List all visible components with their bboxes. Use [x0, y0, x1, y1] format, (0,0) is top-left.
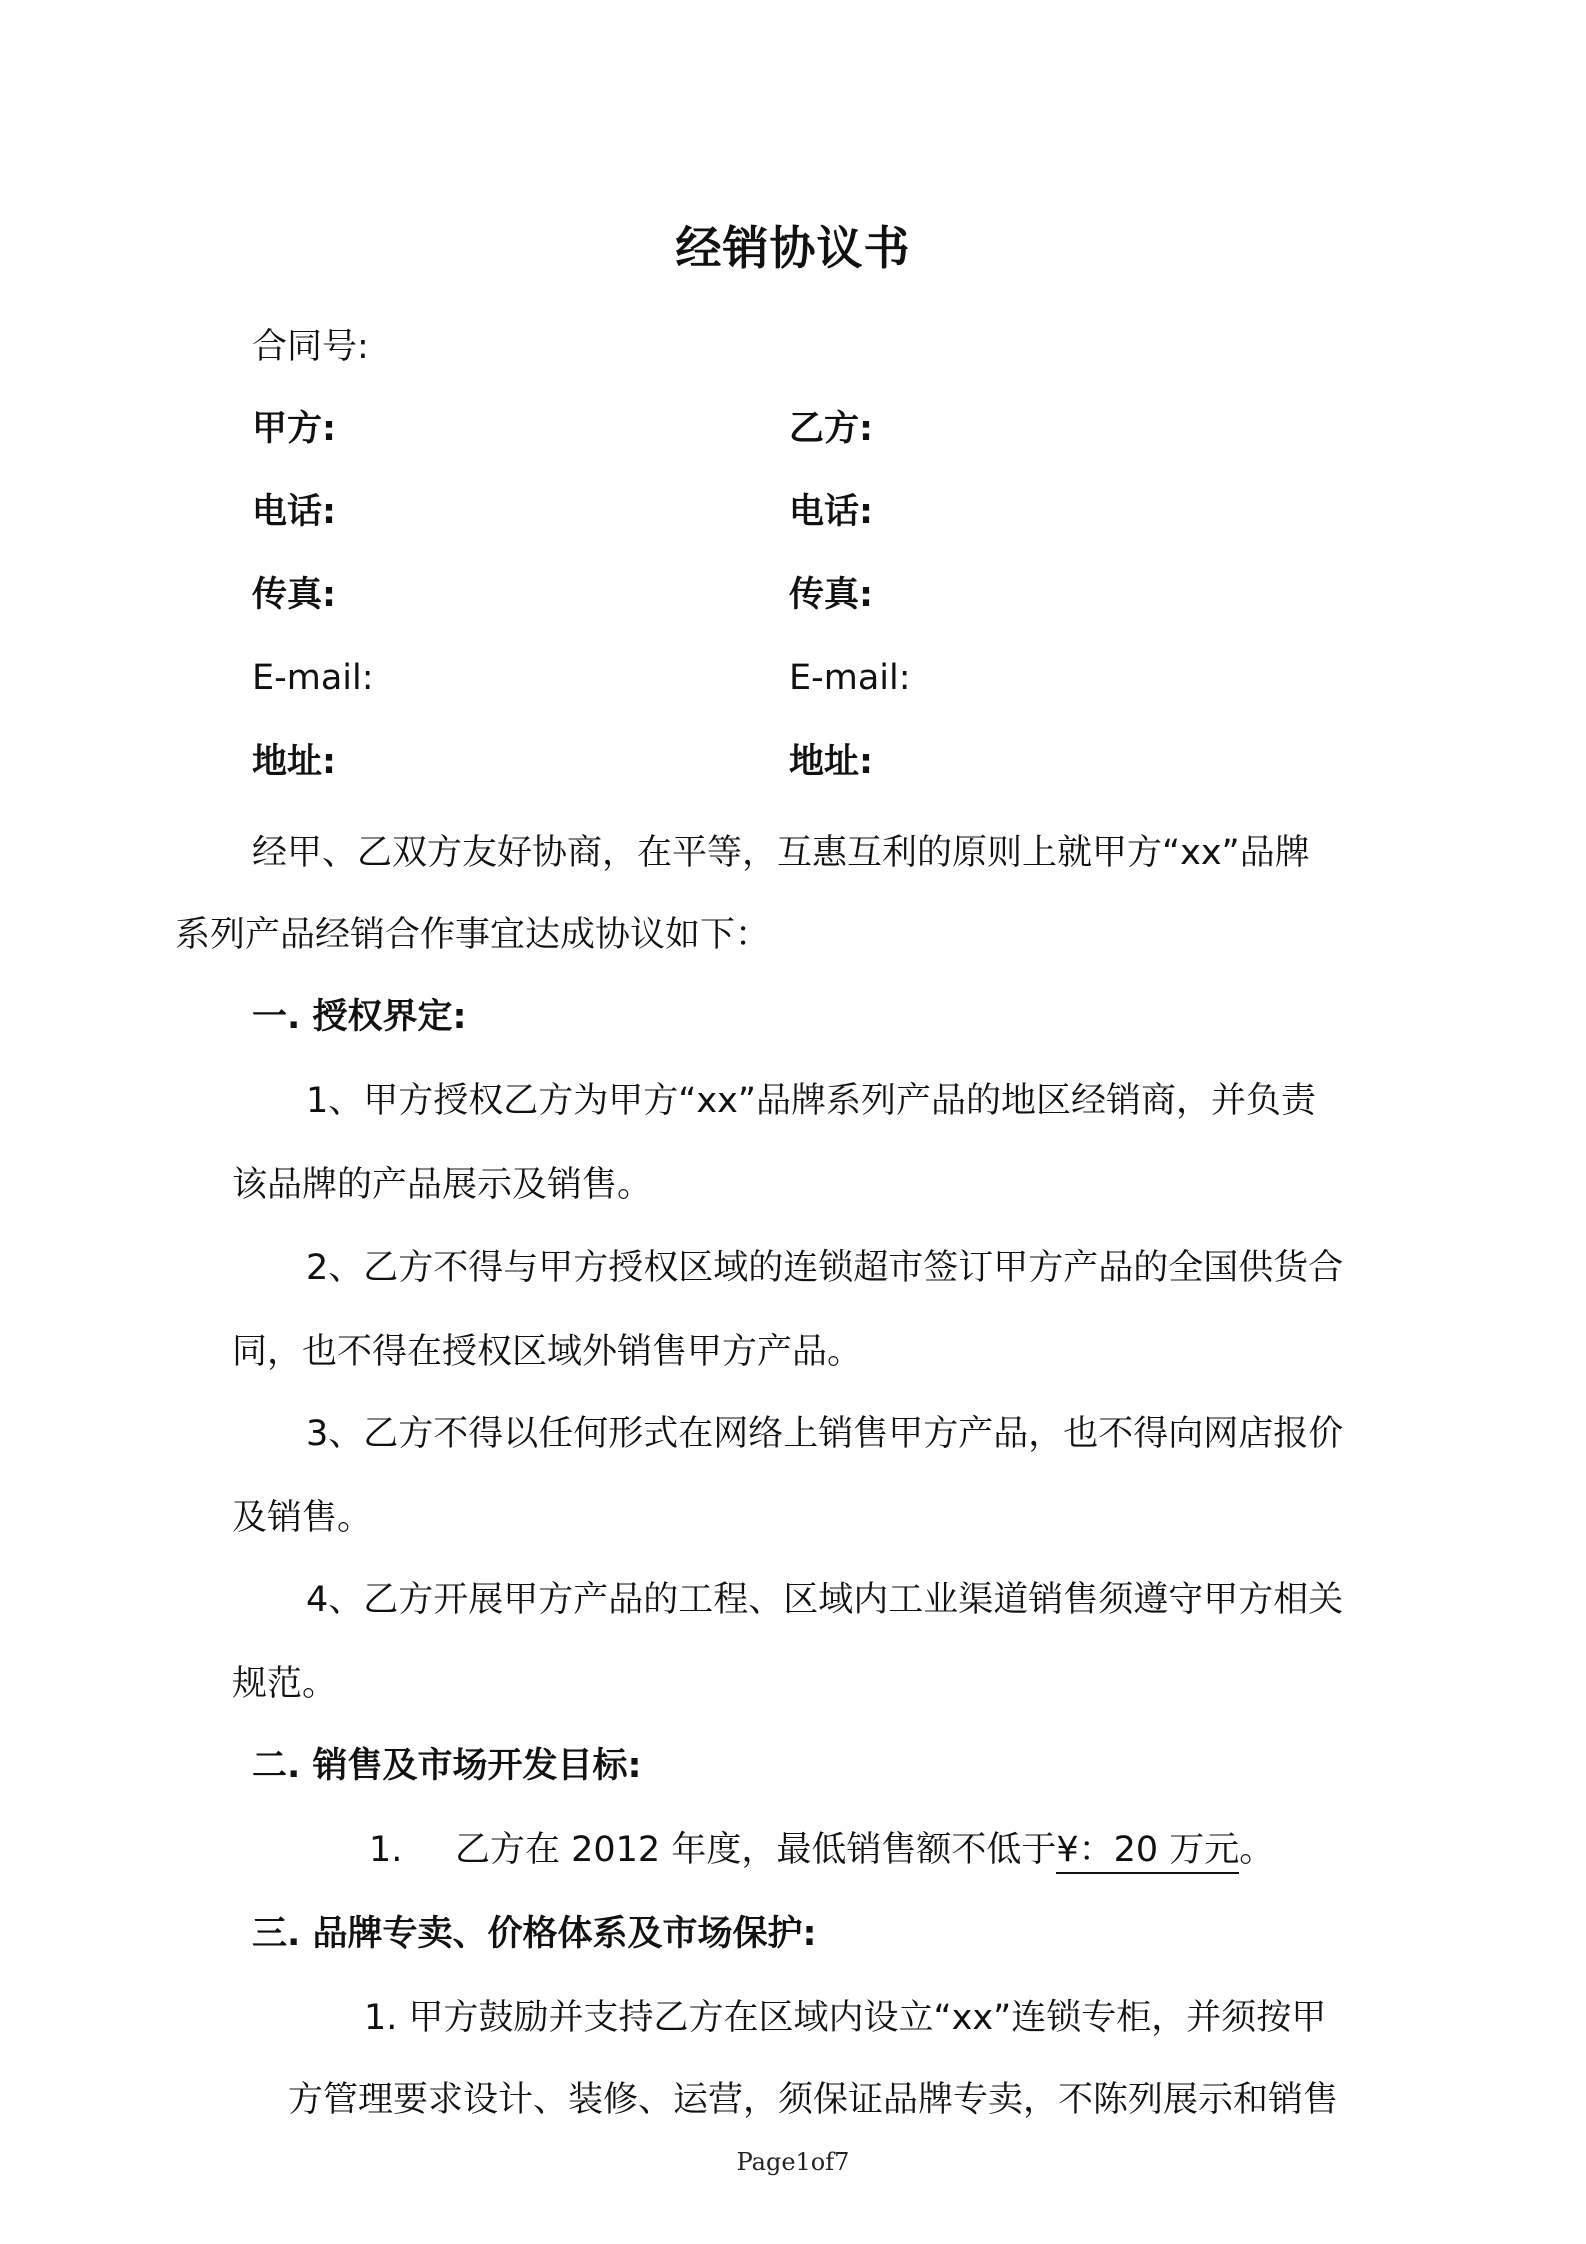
section-1-item-3-line-2: 及销售。 — [232, 1498, 373, 1538]
section-2-item-1 — [455, 1826, 1274, 1874]
party-a-fax-label: 传真: — [252, 575, 336, 615]
party-b-fax-label: 传真: — [789, 575, 873, 615]
page-footer: Page1of7 — [736, 2148, 850, 2176]
section-3-item-1-line-1: 1. 甲方鼓励并支持乙方在区域内设立“xx”连锁专柜，并须按甲 — [364, 1998, 1327, 2038]
section-2-item-1-text: 乙方在 2012 年度，最低销售额不低于 — [455, 1830, 1057, 1870]
section-3-heading: 三. 品牌专卖、价格体系及市场保护: — [252, 1914, 817, 1954]
intro-line-1: 经甲、乙双方友好协商，在平等，互惠互利的原则上就甲方“xx”品牌 — [252, 833, 1310, 873]
contract-number-label: 合同号: — [252, 327, 369, 367]
section-1-item-2-line-2: 同，也不得在授权区域外销售甲方产品。 — [232, 1332, 863, 1372]
section-3-item-1-line-2: 方管理要求设计、装修、运营，须保证品牌专卖，不陈列展示和销售 — [288, 2080, 1339, 2120]
section-1-item-4-line-2: 规范。 — [232, 1664, 338, 1704]
section-1-heading: 一. 授权界定: — [252, 997, 467, 1037]
section-1-item-2-line-1: 2、乙方不得与甲方授权区域的连锁超市签订甲方产品的全国供货合 — [306, 1248, 1344, 1288]
party-a-address-label: 地址: — [252, 742, 336, 782]
section-1-item-4-line-1: 4、乙方开展甲方产品的工程、区域内工业渠道销售须遵守甲方相关 — [306, 1580, 1344, 1620]
section-2-heading: 二. 销售及市场开发目标: — [252, 1746, 642, 1786]
section-1-item-1-line-1: 1、甲方授权乙方为甲方“xx”品牌系列产品的地区经销商，并负责 — [306, 1081, 1316, 1121]
party-b-phone-label: 电话: — [789, 492, 873, 532]
section-2-item-1-end: 。 — [1239, 1830, 1275, 1870]
party-a-phone-label: 电话: — [252, 492, 336, 532]
party-b-label: 乙方: — [789, 409, 873, 449]
document-title: 经销协议书 — [675, 221, 911, 275]
party-b-address-label: 地址: — [789, 742, 873, 782]
party-a-email-label: E-mail: — [252, 658, 374, 698]
intro-line-2: 系列产品经销合作事宜达成协议如下： — [175, 915, 771, 955]
section-2-item-1-number: 1. — [369, 1830, 403, 1870]
minimum-sales-amount: ¥：20 万元 — [1056, 1830, 1239, 1874]
party-a-label: 甲方: — [252, 409, 336, 449]
party-b-email-label: E-mail: — [789, 658, 911, 698]
section-1-item-3-line-1: 3、乙方不得以任何形式在网络上销售甲方产品，也不得向网店报价 — [306, 1414, 1344, 1454]
section-1-item-1-line-2: 该品牌的产品展示及销售。 — [232, 1165, 653, 1205]
